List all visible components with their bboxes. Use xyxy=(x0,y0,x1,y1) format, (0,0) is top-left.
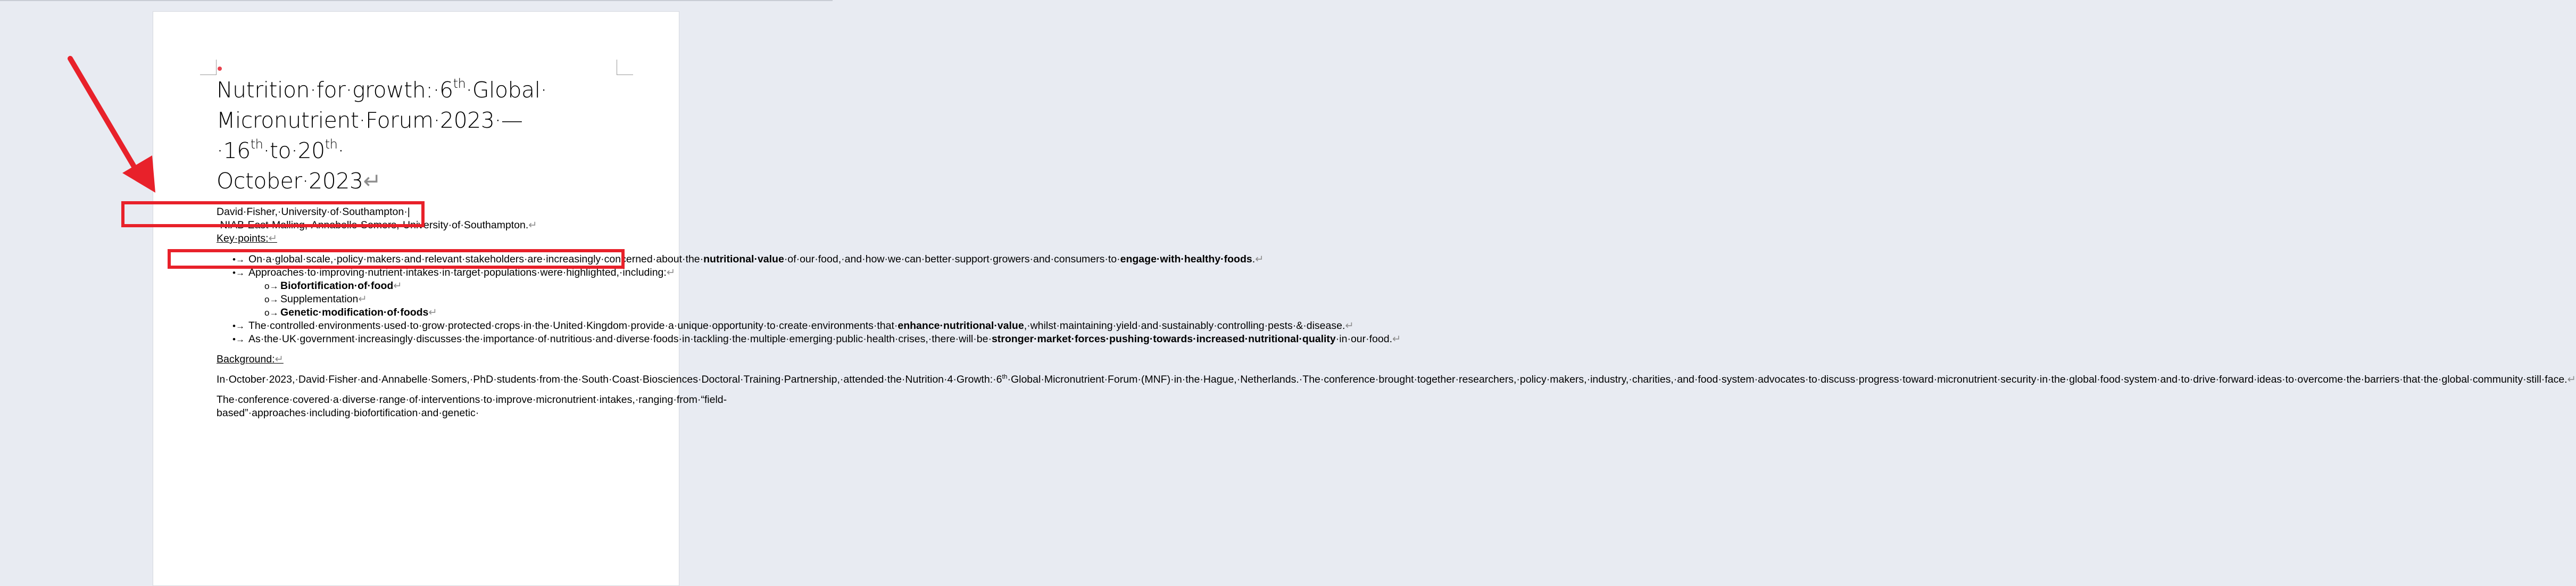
background-heading: Background:↵ xyxy=(217,353,284,365)
author-line: David·Fisher,·University·of·Southampton·|·NIAB·East·Malling,·Annabelle·Somers,·University·of·Southampton.↵ xyxy=(217,206,537,231)
sub-list-item: o→ Genetic·modification·of·foods↵ xyxy=(264,306,621,319)
sub-list-item: o→ Biofortification·of·food↵ xyxy=(264,279,621,293)
highlight-box-key-points xyxy=(121,201,425,227)
list-item: •→ On·a·global·scale,·policy·makers·and·relevant·stakeholders·are·increasingly·concerned·about·the·nutritional·value·of·our·food,·and·how·we·can·better·support·growers·and·consumers·to·engage·with·healthy·foods.↵ xyxy=(232,253,621,266)
key-points-heading: Key·points:↵ xyxy=(217,233,277,244)
list-item: •→ The·controlled·environments·used·to·grow·protected·crops·in·the·United·Kingdom·provide·a·unique·opportunity·to·create·environments·that·enhance·nutritional·value,·whilst·maintaining·yield·and·sustainably·controlling·pests·&·disease.↵ xyxy=(232,319,621,333)
sub-list-item: o→ Supplementation↵ xyxy=(264,293,621,306)
conference-paragraph: The·conference·covered·a·diverse·range·of·interventions·to·improve·micronutrient·intakes,·ranging·from·“field-based”·approaches·including·biofortification·and·genetic· xyxy=(217,394,727,419)
document-title: Nutrition·for·growth:·6th·Global· Micronutrient·Forum·2023·—·16th·to·20th· October·2023↵ xyxy=(217,76,547,194)
list-item: •→ Approaches·to·improving·nutrient·intakes·in·target·populations·were·highlighted,·including:↵ o→ Biofortification·of·food↵ o→ Supplementation↵ o→ Genetic·modification·of·foods↵ xyxy=(232,266,621,319)
list-item: •→ As·the·UK·government·increasingly·discusses·the·importance·of·nutritious·and·diverse·foods·in·tackling·the·multiple·emerging·public·health·crises,·there·will·be·stronger·market·forces·pushing·towards·increased·nutritional·quality·in·our·food.↵ xyxy=(232,333,621,346)
background-paragraph: In·October·2023,·David·Fisher·and·Annabelle·Somers,·PhD·students·from·the·South·Coast·Biosciences·Doctoral·Training·Partnership,·attended·the·Nutrition·4·Growth:·6th·Global·Micronutrient·Forum·(MNF)·in·the·Hague,·Netherlands.·The·conference·brought·together·researchers,·policy·makers,·industry,·charities,·and·food·system·advocates·to·discuss·progress·toward·micronutrient·security·in·the·global·food·system·and·to·drive·forward·ideas·to·overcome·the·barriers·that·the·global·community·still·face.↵ xyxy=(217,373,2576,385)
highlight-box-healthy-foods xyxy=(168,249,625,269)
paragraph-mark: ↵ xyxy=(363,168,381,194)
